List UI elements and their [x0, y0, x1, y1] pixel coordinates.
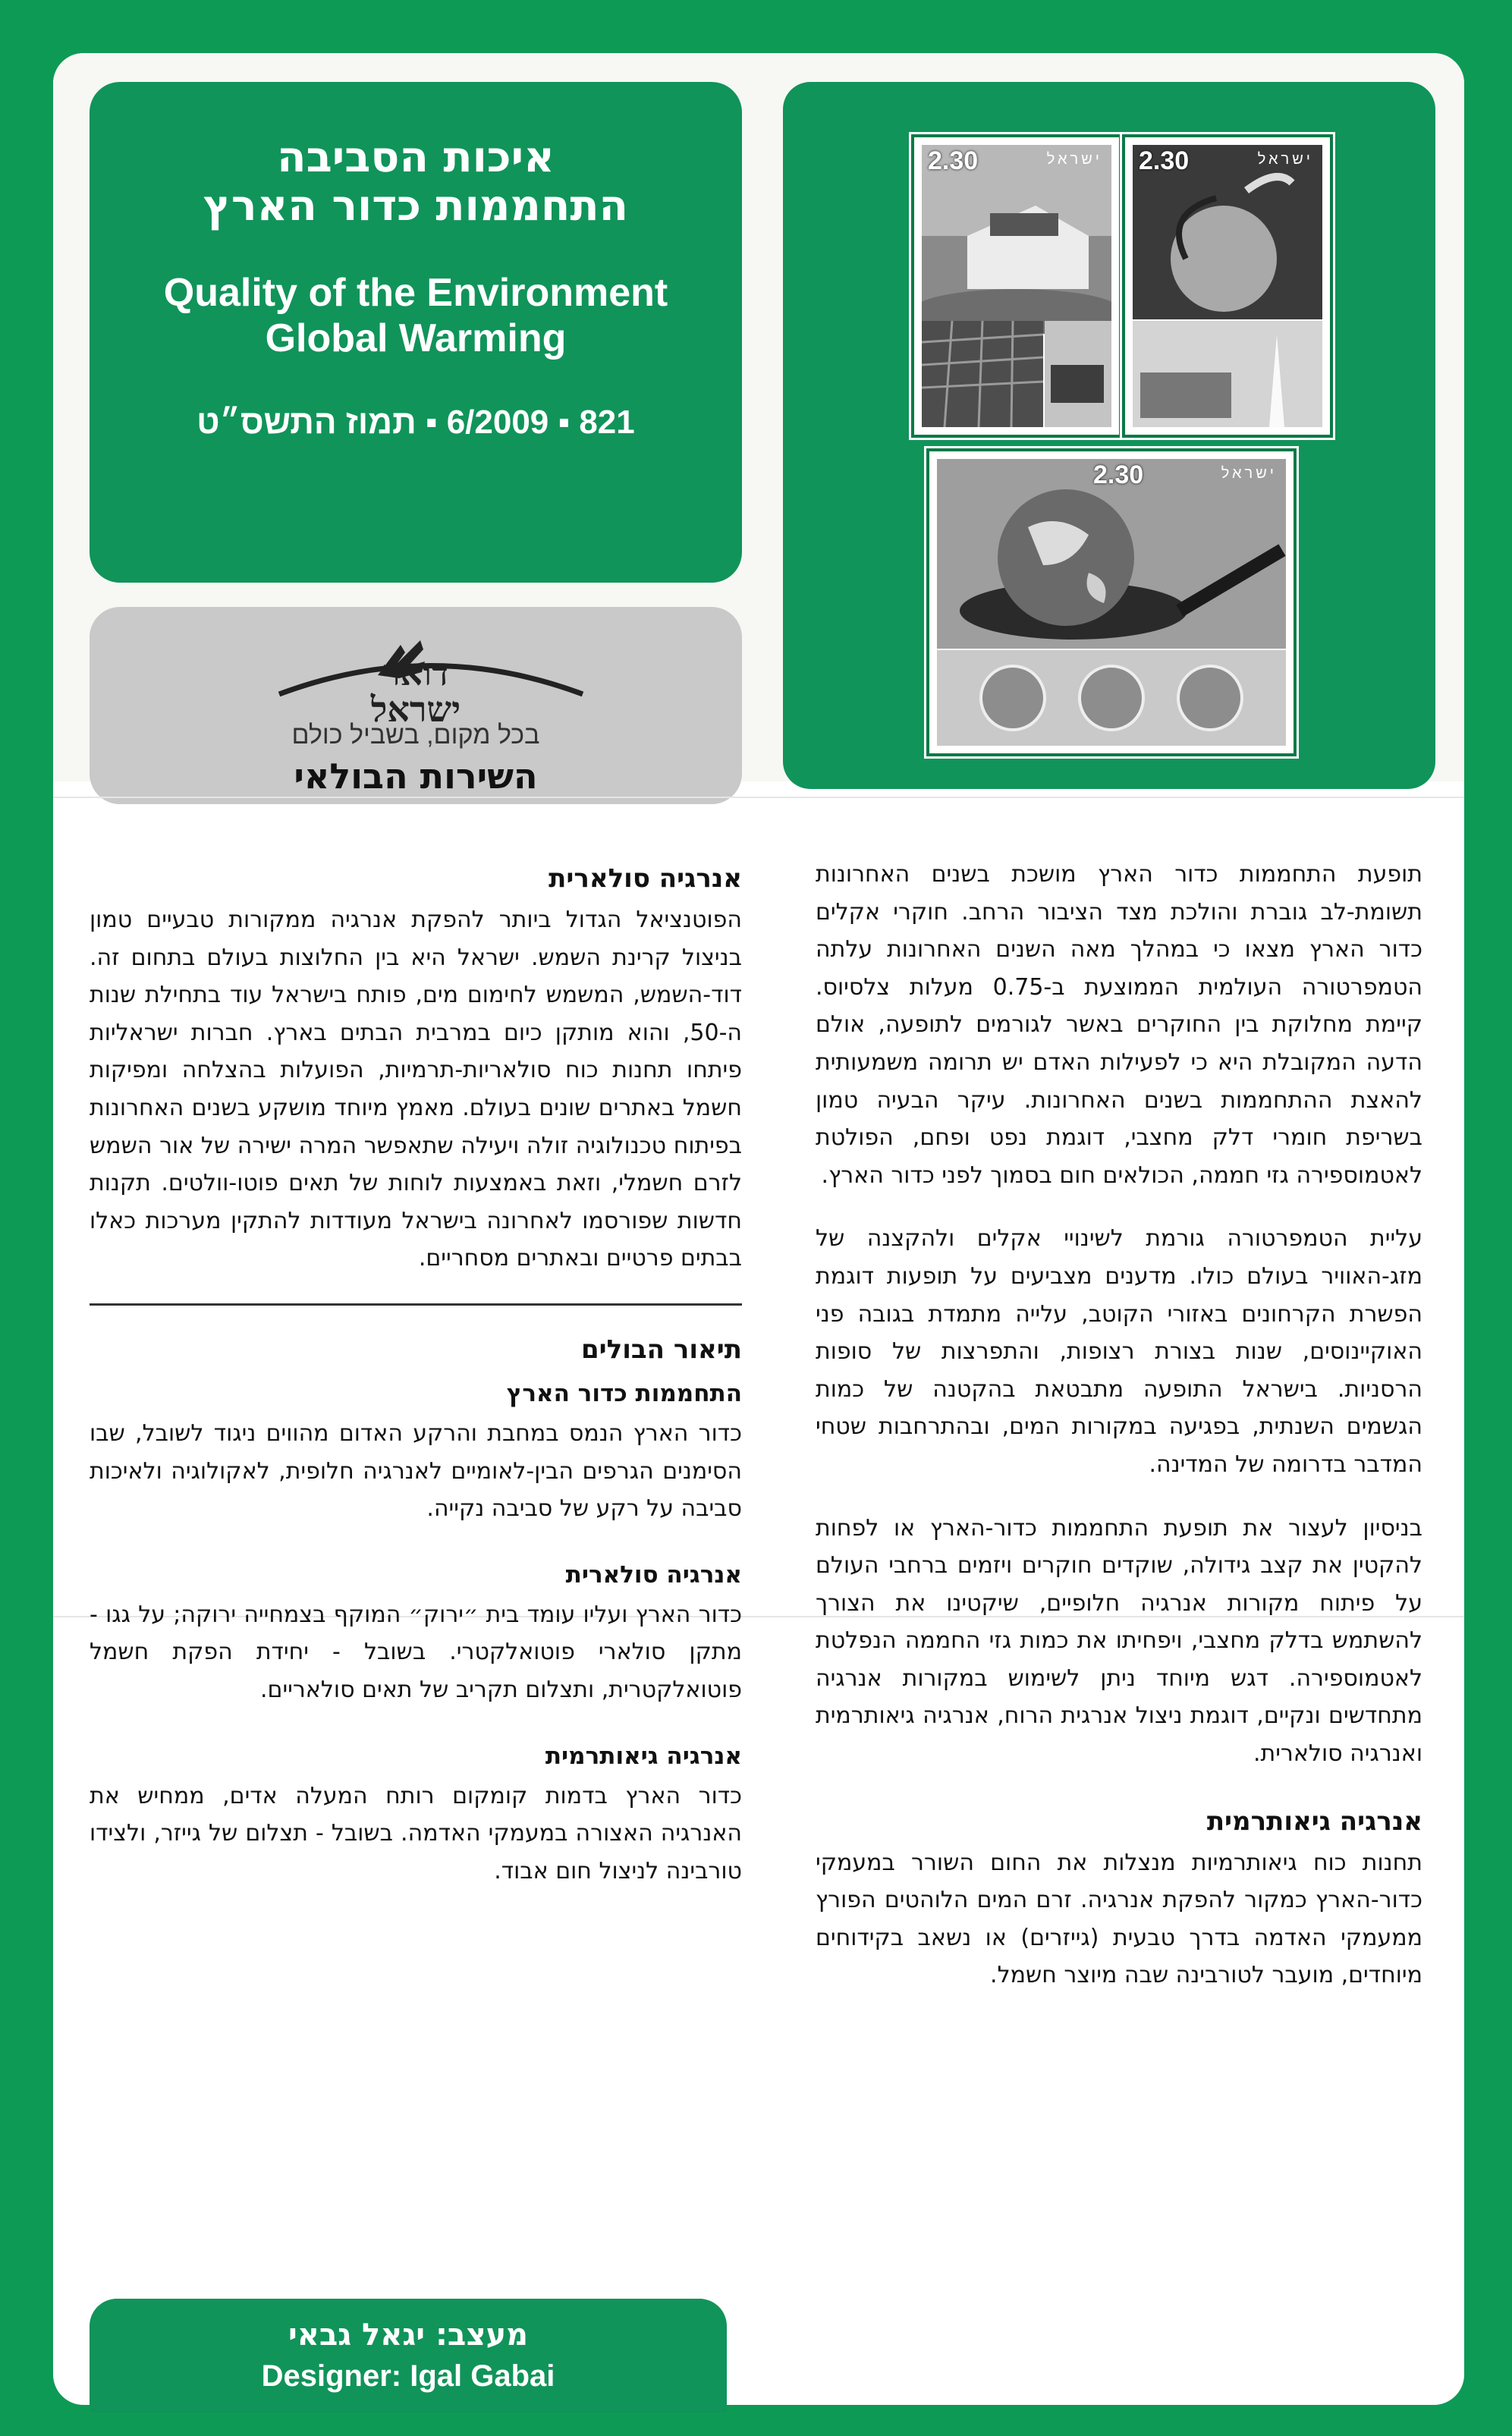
logo-tagline: בכל מקום, בשביל כולם: [291, 721, 540, 750]
stamps-panel: [783, 82, 1435, 789]
title-panel: [90, 82, 742, 583]
right-text-column: [816, 856, 1422, 2020]
issue-line: 821 ▪ 6/2009 ▪ תמוז התשס״ט: [196, 404, 635, 441]
fold-line-1: [53, 797, 1464, 798]
stamp-country: ישראל: [1257, 151, 1313, 168]
section-divider: [90, 1303, 742, 1306]
stamp-value: 2.30: [1139, 146, 1190, 175]
alternative-energy-paragraph: בניסיון לעצור את תופעת התחממות כדור-הארץ או לפחות להקטין את קצב גידולה, שוקדים חוקרים ויזמים ברחבי העולם על פיתוח מקורות אנרגיה חלופיים, שיקטינו את הצורך להשתמש בדלק מחצבי, ויפחיתו את כמות גזי החממה הנפלטת לאטמוספירה. דגש מיוחד ניתן לשימוש במקורות אנרגיה מתחדשים ונקיים, דוגמת ניצול אנרגית הרוח, אנרגיה גיאותרמית ואנרגיה סולארית.: [816, 1514, 1422, 1768]
geothermal-energy-heading: אנרגיה גיאותרמית: [1206, 1806, 1422, 1837]
left-text-column: [90, 856, 742, 1916]
global-warming-subheading: התחממות כדור הארץ: [506, 1379, 742, 1407]
logo-text-line1: דואר: [382, 652, 449, 693]
designer-english: Designer: Igal Gabai: [261, 2359, 555, 2393]
hebrew-title-line2: התחממות כדור הארץ: [203, 181, 629, 231]
english-title-line2: Global Warming: [265, 316, 567, 360]
english-title-line1: Quality of the Environment: [163, 271, 668, 315]
designer-hebrew: מעצב: יגאל גבאי: [288, 2318, 529, 2353]
hebrew-title-line1: איכות הסביבה: [277, 133, 555, 182]
solar-energy-paragraph: הפוטנציאל הגדול ביותר להפקת אנרגיה ממקורות טבעיים טמון בניצול קרינת השמש. ישראל היא בין החלוצות בעולם בתחום זה. דוד-השמש, המשמש לחימום מים, פותח בישראל עוד בתחילת שנות ה-50, והוא מותקן כיום במרבית הבתים בארץ. חברות ישראליות פיתחו תחנות כוח סולאריות-תרמיות, הפועלות בהצלחה ומפיקות חשמל באתרים שונים בעולם. מאמץ מיוחד מושקע בשנים האחרונות בפיתוח טכנולוגיה זולה ויעילה שתאפשר המרה ישירה של אור השמש לזרם חשמלי, וזאת באמצעות לוחות של תאים פוטו-וולטים. תקנות חדשות שפורסמו לאחרונה בישראל מעודדות להתקין מערכות כאלו בבתים פרטיים ובאתרים מסחריים.: [90, 907, 742, 1272]
geothermal-description: כדור הארץ בדמות קומקום רותח המעלה אדים, ממחיש את האנרגיה האצורה במעמקי האדמה. בשובל - תצלום של גייזר, ולצידו טורבינה לניצול חום אבוד.: [90, 1782, 742, 1884]
intro-paragraph: תופעת התחממות כדור הארץ מושכת בשנים האחרונות תשומת-לב גוברת והולכת מצד הציבור הרחב. חוקרי אקלים כדור הארץ מצאו כי במהלך מאה השנים האחרונות עלתה הטמפרטורה העולמית הממוצעת ב-0.75 מעלות צלסיוס. קיימת מחלוקת בין החוקרים באשר לגורמים לתופעה, אולם הדעה המקובלת היא כי לפעילות האדם יש תרומה משמעותית להאצת ההתחממות בשנים האחרונות. עיקר הבעיה טמון בשריפת חומרי דלק מחצבי, דוגמת נפט ופחם, הפולטת לאטמוספירה גזי חממה, הכולאים חום בסמוך לפני כדור הארץ.: [816, 861, 1423, 1189]
israel-post-logo-panel: [90, 607, 742, 804]
logo-text-line2: ישראל: [370, 689, 461, 730]
solar-subheading: אנרגיה סולארית: [565, 1561, 742, 1589]
stamp-geothermal-energy: [1120, 132, 1335, 440]
stamp-description-heading: תיאור הבולים: [581, 1334, 742, 1365]
geothermal-energy-paragraph: תחנות כוח גיאותרמיות מנצלות את החום השורר במעמקי כדור-הארץ כמקור להפקת אנרגיה. זרם המים הלוהטים הפורץ ממעמקי האדמה בדרך טבעית (גייזרים) או נשאב בקידוחים מיוחדים, מועבר לטורבינה שבה מיוצר חשמל.: [816, 1849, 1422, 1989]
stamp-solar-energy: [909, 132, 1124, 440]
designer-panel: [90, 2299, 727, 2412]
solar-energy-heading: אנרגיה סולארית: [549, 863, 742, 894]
stamp-country: ישראל: [1046, 151, 1102, 168]
stamp-country: ישראל: [1221, 465, 1277, 482]
philatelic-service-label: השירות הבולאי: [294, 756, 538, 797]
solar-description: כדור הארץ ועליו עומד בית ״ירוק״ המוקף בצמחייה ירוקה; על גגו - מתקן סולארי פוטואלקטרי. בשובל - יחידת הפקת חשמל פוטואלקטרית, ותצלום תקריב של תאים סולאריים.: [90, 1601, 742, 1703]
geothermal-subheading: אנרגיה גיאותרמית: [545, 1742, 742, 1770]
stamp-value: 2.30: [1093, 460, 1144, 489]
climate-paragraph: עליית הטמפרטורה גורמת לשינויי אקלים ולהקצנה של מזג-האוויר בעולם כולו. מדענים מצביעים על תופעות דוגמת הפשרת הקרחונים באזורי הקוטב, עלייה מתמדת בגובה פני האוקיינוסים, שנות בצורת רצופות, והתפרצות של סופות הרסניות. בישראל התופעה מתבטאת בהקטנה של כמות הגשמים השנתית, בפגיעה במקורות המים, ובהתרחבות שטחי המדבר בדרומה של המדינה.: [816, 1225, 1422, 1478]
stamp-value: 2.30: [928, 146, 979, 175]
stamp-global-warming: [924, 446, 1299, 759]
global-warming-description: כדור הארץ הנמס במחבת והרקע האדום מהווים ניגוד לשובל, שבו הסימנים הגרפים הבין-לאומיים לאנרגיה חלופית, לאקולוגיה ולאיכות סביבה על רקע של סביבה נקייה.: [90, 1419, 742, 1523]
